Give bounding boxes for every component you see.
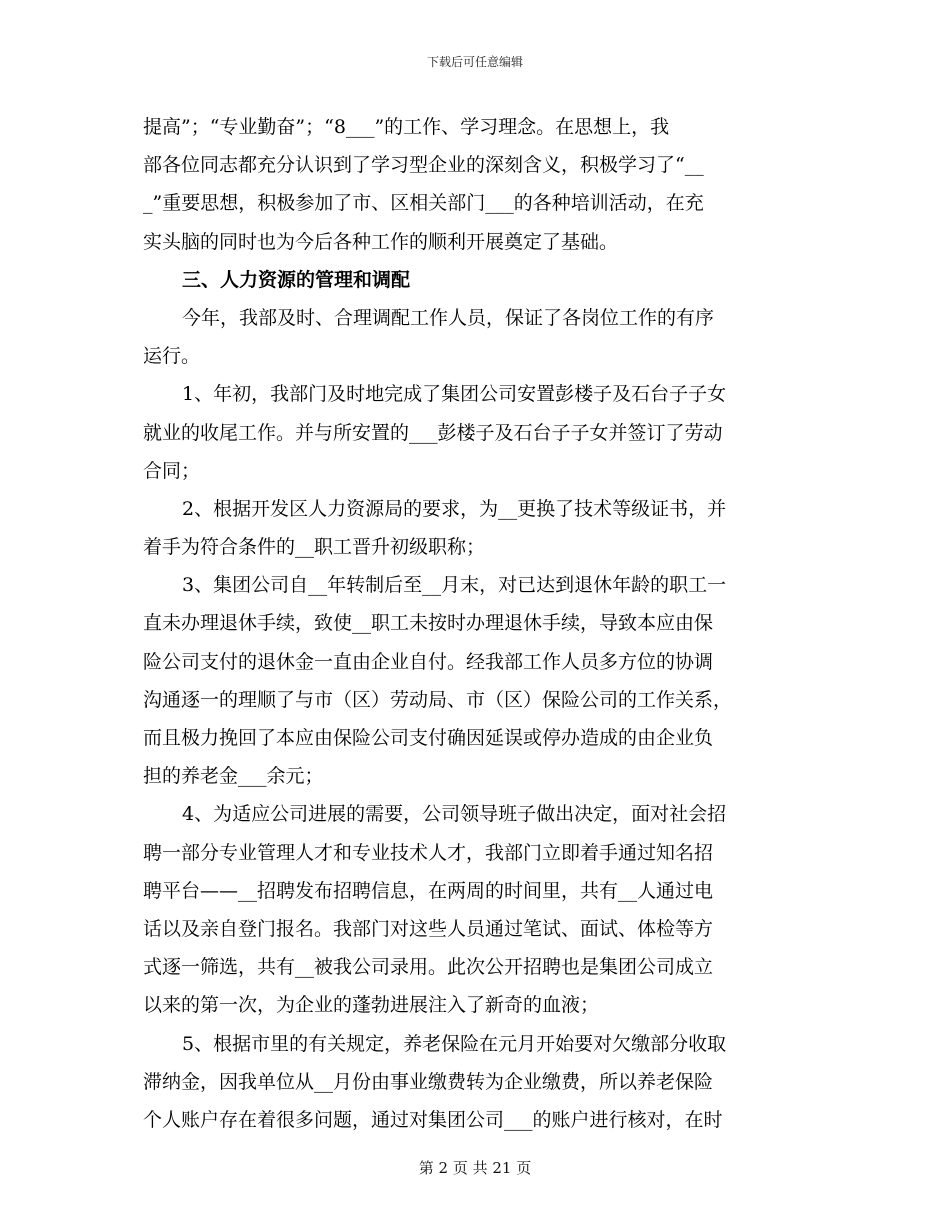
- body-line: 提高”；“专业勤奋”；“8___”的工作、学习理念。在思想上，我: [143, 116, 670, 138]
- body-line: 合同；: [143, 459, 201, 482]
- page-header: 下载后可任意编辑: [426, 55, 523, 69]
- body-line: 部各位同志都充分认识到了学习型企业的深刻含义，积极学习了“__: [143, 154, 704, 177]
- body-line: 而且极力挽回了本应由保险公司支付确因延误或停办造成的由企业负: [143, 727, 714, 749]
- body-line: 聘一部分专业管理人才和专业技术人才，我部门立即着手通过知名招: [143, 841, 714, 864]
- paragraph-start-line: 3、集团公司自__年转制后至__月末，对已达到退休年龄的职工一: [182, 574, 727, 597]
- body-line: 以来的第一次，为企业的蓬勃进展注入了新奇的血液；: [143, 994, 600, 1017]
- document-body: [143, 108, 808, 1139]
- body-line: 险公司支付的退休金一直由企业自付。经我部工作人员多方位的协调: [143, 650, 714, 673]
- body-line: 直未办理退休手续，致使__职工未按时办理退休手续，导致本应由保: [143, 612, 714, 635]
- body-line: 滞纳金，因我单位从__月份由事业缴费转为企业缴费，所以养老保险: [143, 1070, 714, 1093]
- paragraph-start-line: 5、根据市里的有关规定，养老保险在元月开始要对欠缴部分收取: [182, 1032, 727, 1055]
- body-line: 担的养老金___余元；: [143, 765, 324, 788]
- body-line: 运行。: [143, 345, 201, 368]
- section-heading: 三、人力资源的管理和调配: [182, 268, 411, 291]
- body-line: 式逐一筛选，共有__被我公司录用。此次公开招聘也是集团公司成立: [143, 956, 714, 979]
- body-line: 聘平台——__招聘发布招聘信息，在两周的时间里，共有__人通过电: [143, 879, 714, 902]
- paragraph-start-line: 2、根据开发区人力资源局的要求，为__更换了技术等级证书，并: [182, 497, 727, 520]
- body-line: 就业的收尾工作。并与所安置的___彭楼子及石台子子女并签订了劳动: [143, 421, 723, 444]
- body-line: 沟通逐一的理顺了与市（区）劳动局、市（区）保险公司的工作关系，: [143, 688, 733, 711]
- paragraph-start-line: 4、为适应公司进展的需要，公司领导班子做出决定，面对社会招: [182, 803, 727, 826]
- page-footer: 第 2 页 共 21 页: [418, 1159, 532, 1177]
- body-line: 个人账户存在着很多问题，通过对集团公司___的账户进行核对，在时: [143, 1108, 723, 1131]
- body-line: _”重要思想，积极参加了市、区相关部门___的各种培训活动，在充: [143, 192, 704, 215]
- body-line: 话以及亲自登门报名。我部门对这些人员通过笔试、面试、体检等方: [143, 917, 714, 940]
- paragraph-start-line: 1、年初，我部门及时地完成了集团公司安置彭楼子及石台子子女: [182, 383, 727, 406]
- body-line: 着手为符合条件的__职工晋升初级职称；: [143, 536, 486, 559]
- body-line: 实头脑的同时也为今后各种工作的顺利开展奠定了基础。: [143, 230, 619, 253]
- paragraph-start-line: 今年，我部及时、合理调配工作人员，保证了各岗位工作的有序: [182, 306, 715, 329]
